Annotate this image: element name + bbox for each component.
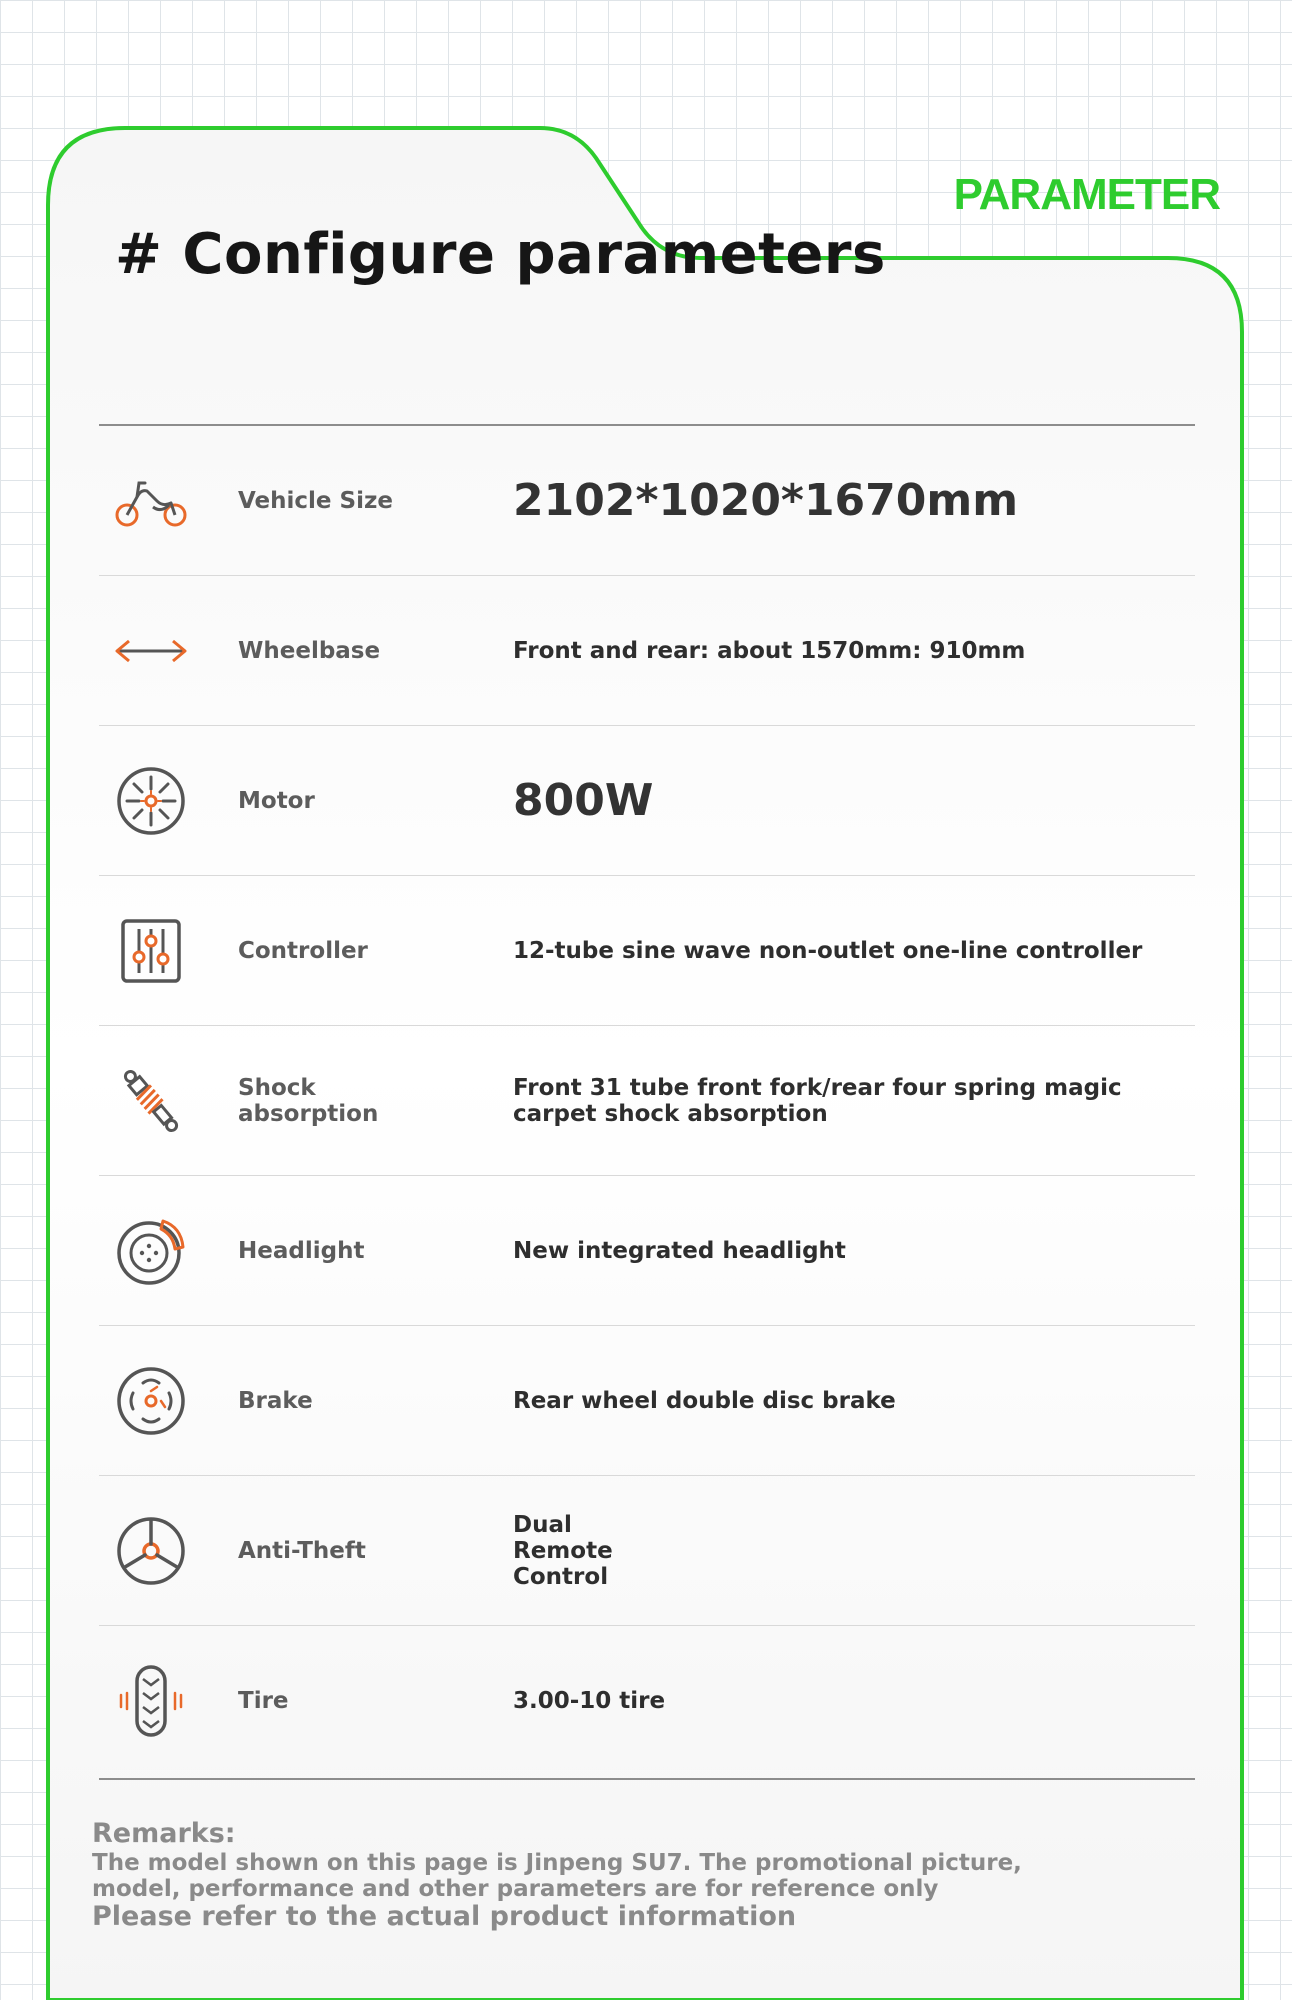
param-row-controller xyxy=(99,876,1195,1026)
remarks-disclaimer: The model shown on this page is Jinpeng SU7. The promotional picture, model, performance and other parameters are for reference only xyxy=(92,1850,1022,1902)
double-arrow-icon xyxy=(113,613,189,689)
param-row-headlight xyxy=(99,1176,1195,1326)
parameter-table xyxy=(99,426,1195,1775)
param-value: 2102*1020*1670mm xyxy=(513,474,1019,526)
brand-heading: PARAMETER xyxy=(953,170,1220,219)
param-label: Vehicle Size xyxy=(238,487,393,514)
brake-disc-icon xyxy=(113,1363,189,1439)
param-label: Motor xyxy=(238,787,315,814)
controller-sliders-icon xyxy=(113,913,189,989)
param-label: Shock absorption xyxy=(238,1074,379,1127)
shock-absorber-icon xyxy=(113,1063,189,1139)
param-label: Controller xyxy=(238,937,368,964)
param-value: Rear wheel double disc brake xyxy=(513,1387,896,1414)
page-title: # Configure parameters xyxy=(115,222,886,287)
param-value: 3.00-10 tire xyxy=(513,1687,666,1714)
remarks-title: Remarks: xyxy=(92,1818,236,1849)
remarks-refer-note: Please refer to the actual product information xyxy=(92,1901,797,1932)
remarks-section xyxy=(92,1818,1192,1932)
param-value: Front and rear: about 1570mm: 910mm xyxy=(513,637,1026,664)
param-value: Front 31 tube front fork/rear four spring magic carpet shock absorption xyxy=(513,1074,1122,1127)
param-row-vehicle-size xyxy=(99,426,1195,576)
motor-icon xyxy=(113,763,189,839)
tire-icon xyxy=(113,1663,189,1739)
param-label: Brake xyxy=(238,1387,313,1414)
param-row-brake xyxy=(99,1326,1195,1476)
param-row-tire xyxy=(99,1626,1195,1775)
table-bottom-divider xyxy=(99,1778,1195,1780)
param-label: Tire xyxy=(238,1687,289,1714)
param-value: 12-tube sine wave non-outlet one-line controller xyxy=(513,937,1143,964)
param-label: Anti-Theft xyxy=(238,1537,366,1564)
scooter-icon xyxy=(113,463,189,539)
param-row-motor xyxy=(99,726,1195,876)
param-row-anti-theft xyxy=(99,1476,1195,1626)
param-label: Wheelbase xyxy=(238,637,381,664)
param-value: 800W xyxy=(513,774,654,826)
param-value: Dual Remote Control xyxy=(513,1511,613,1590)
param-label: Headlight xyxy=(238,1237,365,1264)
param-row-shock-absorption xyxy=(99,1026,1195,1176)
headlight-disc-icon xyxy=(113,1213,189,1289)
steering-wheel-icon xyxy=(113,1513,189,1589)
param-row-wheelbase xyxy=(99,576,1195,726)
param-value: New integrated headlight xyxy=(513,1237,846,1264)
